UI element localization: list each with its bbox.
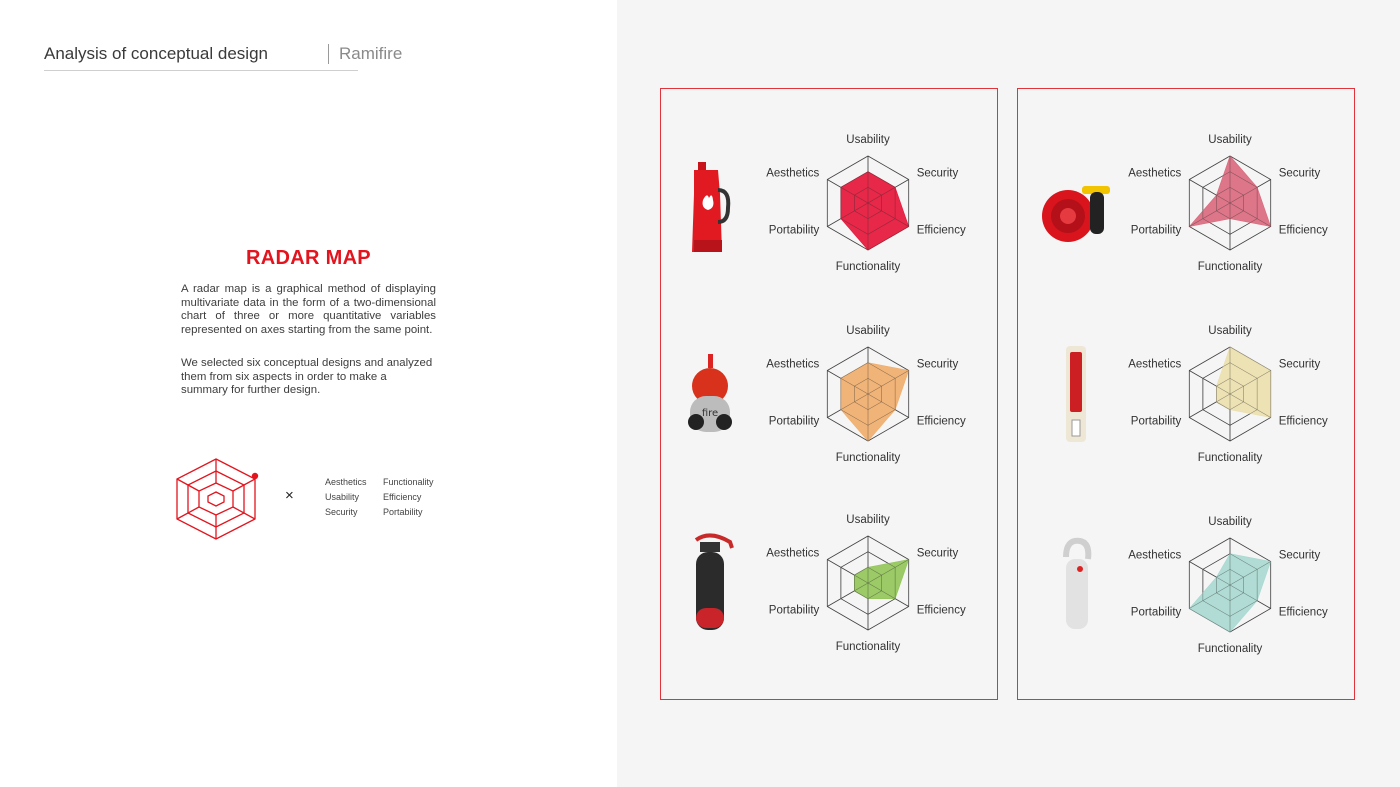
radar-axis-label: Aesthetics — [766, 358, 820, 371]
radar-axis-label: Usability — [846, 325, 890, 337]
radar-axis-label: Efficiency — [1278, 415, 1328, 428]
aspect-label: Functionality — [383, 477, 434, 487]
radar-axis-label: Functionality — [1197, 643, 1263, 655]
radar-axis-label: Usability — [1208, 516, 1252, 528]
radar-map-heading: RADAR MAP — [246, 247, 371, 269]
radar-axis-label: Functionality — [1197, 452, 1263, 464]
radar-axis-label: Portability — [1130, 606, 1182, 619]
radar-chart — [1120, 321, 1340, 467]
aspect-label: Usability — [325, 492, 360, 502]
radar-axis-label: Portability — [1130, 224, 1182, 237]
radar-axis-label: Security — [1278, 358, 1321, 371]
radar-axis-label: Efficiency — [916, 415, 966, 428]
fire-extinguisher-icon — [688, 160, 734, 256]
radar-axis-label: Security — [1278, 549, 1321, 562]
radar-axis-label: Efficiency — [1278, 224, 1328, 237]
radar-axis-label: Functionality — [835, 452, 901, 464]
page-subtitle: Ramifire — [339, 44, 403, 63]
radar-axis-label: Usability — [846, 134, 890, 146]
multiply-symbol: × — [285, 487, 294, 504]
page-title: Analysis of conceptual design — [44, 44, 268, 63]
aspect-label: Security — [325, 507, 358, 517]
radar-axis-label: Efficiency — [916, 224, 966, 237]
fire-extinguisher-icon — [1056, 537, 1096, 633]
radar-axis-label: Usability — [1208, 134, 1252, 146]
radar-axis-label: Portability — [1130, 415, 1182, 428]
radar-axis-label: Security — [1278, 167, 1321, 180]
svg-text:fire: fire — [701, 408, 719, 419]
radar-hexagon-icon — [176, 455, 266, 545]
fire-extinguisher-icon — [1062, 344, 1090, 446]
radar-axis-label: Aesthetics — [1128, 167, 1182, 180]
radar-axis-label: Efficiency — [1278, 606, 1328, 619]
radar-series-area — [841, 363, 909, 441]
radar-axis-label: Security — [916, 547, 959, 560]
radar-axis-label: Aesthetics — [766, 167, 820, 180]
radar-axis-label: Portability — [768, 224, 820, 237]
fire-extinguisher-icon — [1040, 182, 1112, 246]
radar-axis-label: Functionality — [1197, 261, 1263, 273]
fire-extinguisher-icon — [686, 530, 738, 630]
radar-axis-label: Aesthetics — [1128, 358, 1182, 371]
page-header — [44, 42, 403, 71]
radar-axis-label: Usability — [1208, 325, 1252, 337]
radar-axis-label: Functionality — [835, 261, 901, 273]
method-paragraph: We selected six conceptual designs and analyzed them from six aspects in order to make a summary for further design. — [181, 357, 433, 397]
radar-axis-label: Usability — [846, 514, 890, 526]
fire-extinguisher-icon — [686, 352, 734, 438]
radar-chart — [1120, 512, 1340, 658]
radar-chart — [1120, 130, 1340, 276]
radar-axis-label: Portability — [768, 415, 820, 428]
radar-axis-label: Functionality — [835, 641, 901, 653]
radar-chart — [758, 510, 978, 656]
radar-axis-label: Security — [916, 358, 959, 371]
radar-axis-label: Aesthetics — [1128, 549, 1182, 562]
header-divider — [328, 44, 329, 64]
radar-axis-label: Aesthetics — [766, 547, 820, 560]
radar-chart — [758, 321, 978, 467]
aspect-label: Aesthetics — [325, 477, 367, 487]
radar-chart — [758, 130, 978, 276]
aspect-label: Portability — [383, 507, 423, 517]
radar-axis-label: Portability — [768, 604, 820, 617]
radar-axis-label: Efficiency — [916, 604, 966, 617]
radar-axis-label: Security — [916, 167, 959, 180]
radar-series-area — [841, 172, 909, 250]
aspect-label: Efficiency — [383, 492, 422, 502]
intro-paragraph: A radar map is a graphical method of displaying multivariate data in the form of a two-dimensional chart of three or more quantitative variables represented on axes starting from the same point. — [181, 283, 436, 336]
